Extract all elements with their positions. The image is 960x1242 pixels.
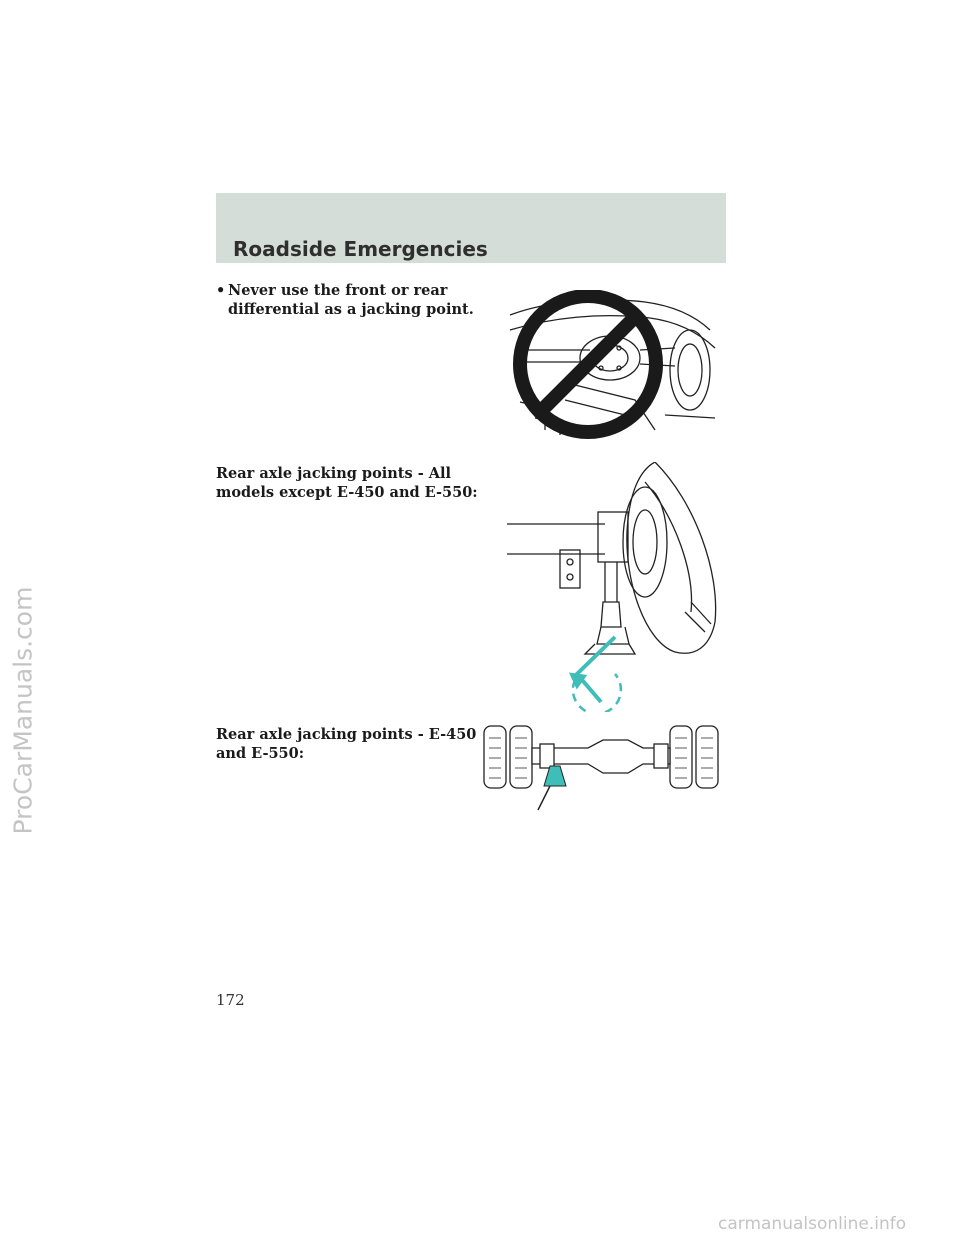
- jack-stand-icon: [538, 766, 566, 810]
- side-watermark-text: ProCarManuals.com: [8, 586, 38, 834]
- bullet-icon: •: [216, 282, 226, 299]
- jack-handle-icon: [577, 637, 615, 702]
- rear-axle-all-models-text: Rear axle jacking points - All models except E-450 and E-550:: [216, 465, 478, 501]
- rear-axle-e450-caption: [216, 725, 481, 763]
- page-number: 172: [216, 991, 245, 1009]
- dual-wheel-axle-drawing: [484, 726, 718, 788]
- section-title: Roadside Emergencies: [233, 237, 488, 261]
- bottom-watermark: carmanualsonline.info: [718, 1214, 907, 1234]
- rear-axle-jack-figure: [505, 462, 727, 712]
- section-header: [216, 193, 726, 263]
- warning-bullet: [216, 281, 481, 319]
- rear-axle-e450-text: Rear axle jacking points - E-450 and E-550:: [216, 726, 477, 762]
- axle-and-wheel-drawing: [507, 462, 716, 654]
- side-watermark: [6, 470, 40, 950]
- rotation-arrow-icon: [571, 674, 621, 712]
- bullet-text: Never use the front or rear differential as a jacking point.: [228, 282, 474, 318]
- dual-wheel-axle-figure: [478, 718, 726, 816]
- rear-axle-all-models-caption: [216, 464, 481, 502]
- no-jack-differential-figure: [505, 290, 721, 440]
